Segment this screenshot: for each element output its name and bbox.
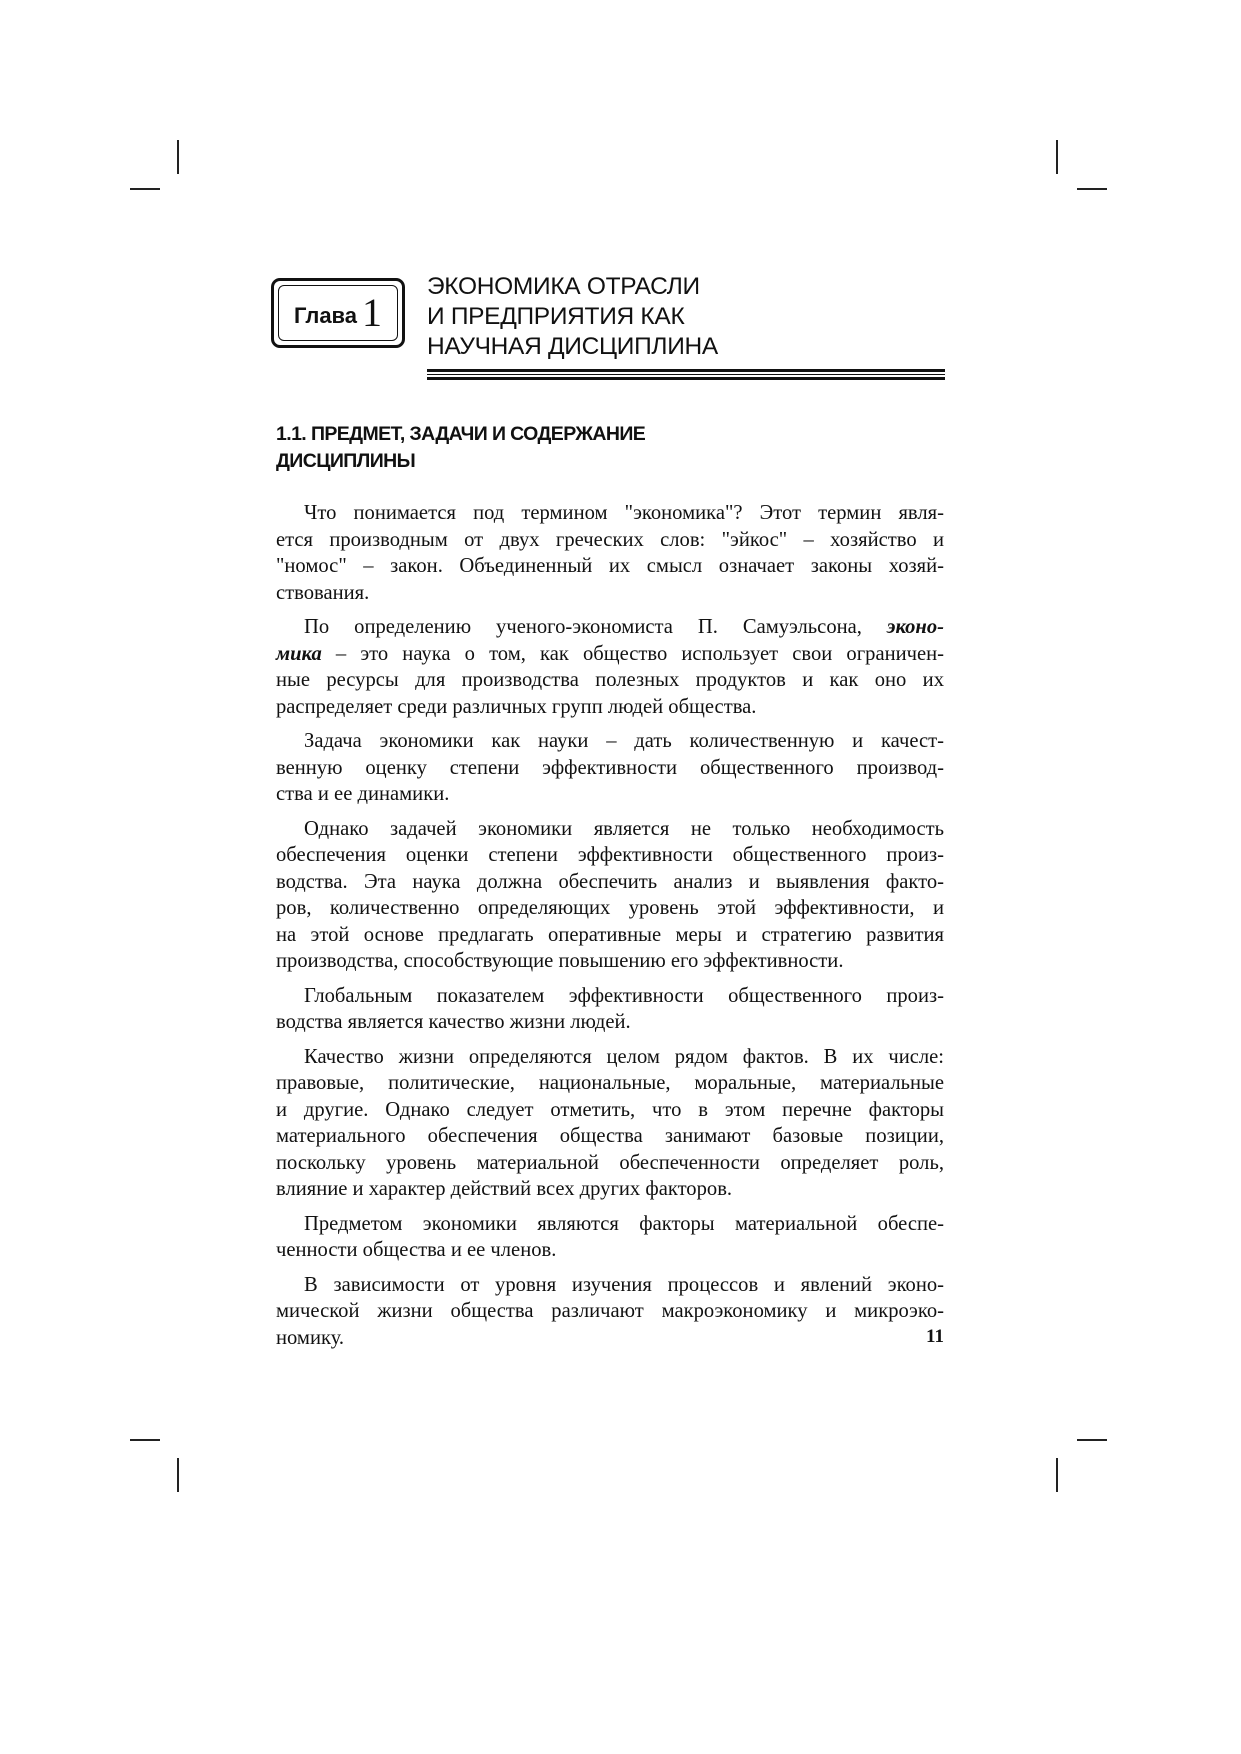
crop-mark-top-left-vertical	[177, 140, 179, 174]
chapter-label-number: 1	[362, 290, 383, 335]
chapter-title-line: И ПРЕДПРИЯТИЯ КАК	[427, 303, 685, 330]
chapter-label-frame	[278, 285, 398, 341]
text-line: распределяет среди различных групп людей общества.	[276, 695, 757, 718]
text-line: номику.	[276, 1326, 345, 1349]
term-emphasis: эконо-	[886, 616, 944, 638]
text-line: и другие. Однако следует отметить, что в этом перечне факторы	[276, 1098, 944, 1121]
chapter-title-line: НАУЧНАЯ ДИСЦИПЛИНА	[427, 333, 718, 360]
crop-mark-bottom-left-horizontal	[130, 1439, 160, 1441]
text-line: В зависимости от уровня изучения процессов и явлений эконо-	[304, 1273, 944, 1296]
text-line: правовые, политические, национальные, моральные, материальные	[276, 1072, 944, 1094]
text-line: ствования.	[276, 581, 370, 604]
text-line: ров, количественно определяющих уровень этой эффективности, и	[276, 897, 944, 919]
text-line: Что понимается под термином "экономика"? Этот термин явля-	[304, 502, 944, 524]
text-line: на этой основе предлагать оперативные меры и стратегию развития	[276, 923, 944, 946]
crop-mark-bottom-right-horizontal	[1077, 1439, 1107, 1441]
term-emphasis: мика	[276, 642, 322, 665]
text-line: Качество жизни определяются целом рядом фактов. В их числе:	[304, 1045, 944, 1068]
crop-mark-top-right-horizontal	[1077, 188, 1107, 190]
text-line: ченности общества и ее членов.	[276, 1239, 557, 1261]
chapter-title	[427, 272, 947, 362]
chapter-label-box	[271, 278, 405, 348]
chapter-title-rule-top	[427, 369, 945, 372]
section-heading-line: ДИСЦИПЛИНЫ	[276, 450, 416, 472]
body-text	[276, 500, 944, 1351]
text-line: Предметом экономики являются факторы материальной обеспе-	[304, 1212, 944, 1235]
text-run: По определению ученого-экономиста П. Самуэльсона,	[304, 616, 887, 638]
text-line: ные ресурсы для производства полезных продуктов и как оно их	[276, 669, 944, 691]
text-line: "номос" – закон. Объединенный их смысл означает законы хозяй-	[276, 555, 944, 577]
chapter-label-word: Глава	[293, 303, 358, 328]
text-line: поскольку уровень материальной обеспеченности определяет роль,	[276, 1151, 944, 1174]
text-line: влияние и характер действий всех других факторов.	[276, 1178, 733, 1200]
text-line: материального обеспечения общества занимают базовые позиции,	[276, 1125, 944, 1147]
text-line: водства является качество жизни людей.	[276, 1011, 631, 1033]
crop-mark-top-left-horizontal	[130, 188, 160, 190]
text-line: Глобальным показателем эффективности общественного произ-	[304, 984, 944, 1007]
chapter-title-rule-middle	[427, 374, 945, 375]
chapter-title-rule-bottom	[427, 377, 945, 380]
text-line: Задача экономики как науки – дать количественную и качест-	[304, 730, 944, 752]
crop-mark-bottom-left-vertical	[177, 1458, 179, 1492]
text-line: ства и ее динамики.	[276, 783, 450, 805]
section-heading-line: 1.1. ПРЕДМЕТ, ЗАДАЧИ И СОДЕРЖАНИЕ	[276, 423, 646, 445]
page-number: 11	[926, 1326, 944, 1347]
text-line: водства. Эта наука должна обеспечить анализ и выявления факто-	[276, 870, 944, 893]
text-line	[276, 641, 944, 668]
text-line: производства, способствующие повышению его эффективности.	[276, 950, 844, 972]
text-line: ется производным от двух греческих слов: "эйкос" – хозяйство и	[276, 528, 944, 551]
chapter-title-line: ЭКОНОМИКА ОТРАСЛИ	[427, 273, 700, 300]
text-line: мической жизни общества различают макроэкономику и микроэко-	[276, 1300, 944, 1322]
section-heading	[276, 421, 876, 475]
text-line	[276, 614, 944, 641]
crop-mark-bottom-right-vertical	[1056, 1458, 1058, 1492]
text-line: обеспечения оценки степени эффективности общественного произ-	[276, 844, 944, 866]
text-run: – это наука о том, как общество использует свои ограничен-	[321, 642, 944, 665]
crop-mark-top-right-vertical	[1056, 140, 1058, 174]
text-line: венную оценку степени эффективности общественного производ-	[276, 756, 944, 779]
text-line: Однако задачей экономики является не только необходимость	[304, 817, 944, 840]
